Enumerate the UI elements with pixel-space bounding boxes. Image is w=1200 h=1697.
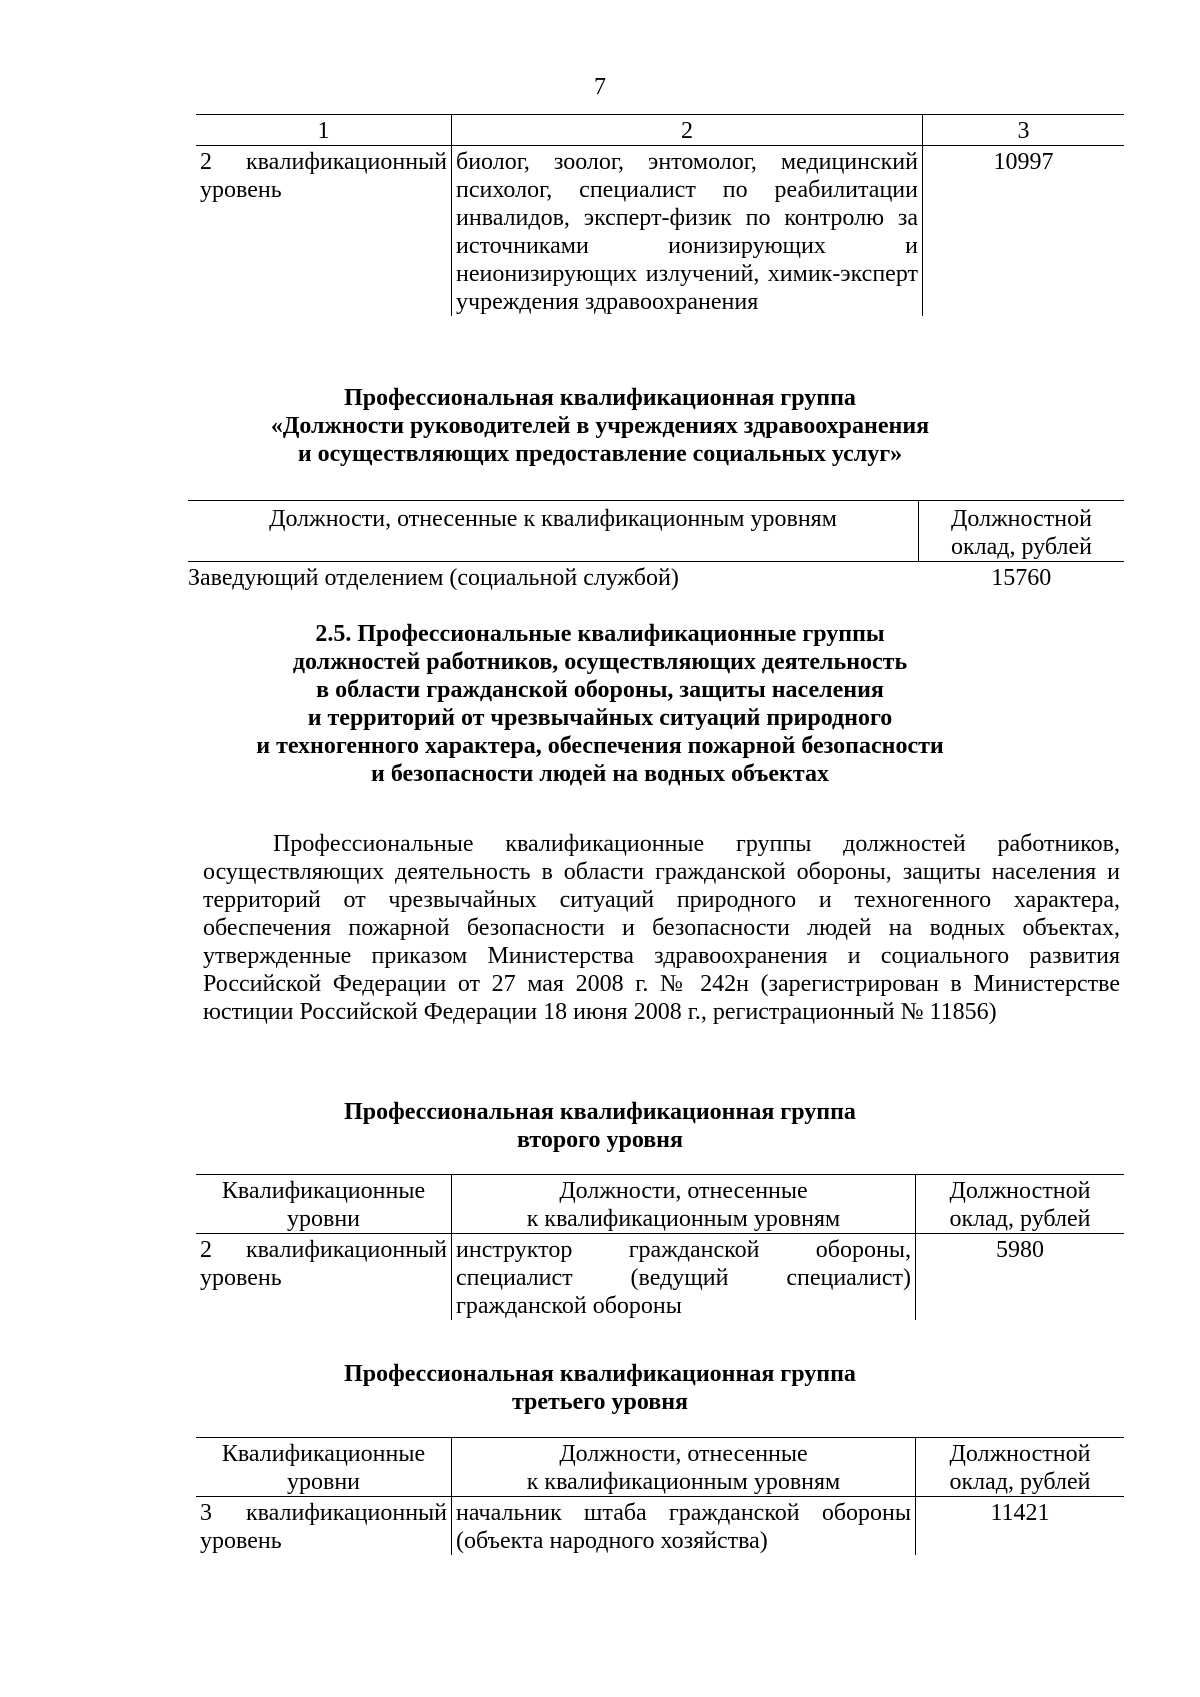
intro-paragraph xyxy=(203,830,1120,1026)
positions-cell: начальник штаба гражданской обороны (объекта народного хозяйства) xyxy=(452,1497,916,1556)
table-row xyxy=(188,562,1124,593)
level-cell: 3 квалификационный уровень xyxy=(196,1497,452,1556)
section-2-5-heading xyxy=(0,620,1200,788)
table-row xyxy=(196,1497,1124,1556)
col-levels-header xyxy=(196,1438,452,1497)
col-positions-header-line2: к квалификационным уровням xyxy=(526,1469,841,1495)
salary-cell: 5980 xyxy=(996,1237,1044,1263)
col-positions-header: Должности, отнесенные к квалификационным уровням xyxy=(188,501,919,562)
intro-paragraph-text: Профессиональные квалификационные группы должностей работников, осуществляющих деятельность в области гражданской обороны, защиты населения и территорий от чрезвычайных ситуаций природного и техногенного характера, обеспечения пожарной безопасности и безопасности людей на водных объектах, утвержденные приказом Министерства здравоохранения и социального развития Российской Федерации от 27 мая 2008 г. № 242н (зарегистрирован в Министерстве юстиции Российской Федерации 18 июня 2008 г., регистрационный № 11856) xyxy=(203,831,1120,1025)
page-number: 7 xyxy=(594,74,606,100)
col-header-1: 1 xyxy=(196,115,452,146)
col-salary-header-line2: оклад, рублей xyxy=(949,1206,1091,1232)
group1-heading xyxy=(0,384,1200,468)
group1-table xyxy=(188,500,1124,592)
col-salary-header-line1: Должностной xyxy=(951,506,1092,532)
col-salary-header-line1: Должностной xyxy=(949,1178,1091,1204)
group2-heading-line1: Профессиональная квалификационная группа xyxy=(344,1099,856,1125)
group1-heading-line2: «Должности руководителей в учреждениях здравоохранения xyxy=(270,413,930,439)
section-heading-line1: 2.5. Профессиональные квалификационные группы xyxy=(315,621,885,647)
col-positions-header-line1: Должности, отнесенные xyxy=(559,1178,808,1204)
section-heading-line6: и безопасности людей на водных объектах xyxy=(371,761,829,787)
col-levels-header-line2: уровни xyxy=(286,1469,361,1495)
group2-heading xyxy=(0,1098,1200,1154)
group1-heading-line1: Профессиональная квалификационная группа xyxy=(344,385,856,411)
section-heading-line4: и территорий от чрезвычайных ситуаций природного xyxy=(307,705,893,731)
col-levels-header-line2: уровни xyxy=(286,1206,361,1232)
continued-table xyxy=(196,114,1124,316)
group3-heading-line2: третьего уровня xyxy=(511,1389,689,1415)
col-salary-header-line2: оклад, рублей xyxy=(949,1469,1091,1495)
col-positions-header xyxy=(452,1175,916,1234)
col-salary-header xyxy=(916,1438,1125,1497)
section-heading-line3: в области гражданской обороны, защиты населения xyxy=(316,677,884,703)
col-salary-header xyxy=(919,501,1125,562)
col-salary-header-line2: оклад, рублей xyxy=(951,534,1092,560)
group3-heading xyxy=(0,1360,1200,1416)
positions-cell: инструктор гражданской обороны, специалист (ведущий специалист) гражданской обороны xyxy=(452,1234,916,1321)
table-row xyxy=(196,1234,1124,1321)
col-positions-header-line2: к квалификационным уровням xyxy=(526,1206,841,1232)
salary-cell: 15760 xyxy=(991,565,1052,591)
section-heading-line5: и техногенного характера, обеспечения пожарной безопасности xyxy=(256,733,944,759)
table-row xyxy=(196,146,1124,317)
level-cell: 2 квалификационный уровень xyxy=(196,146,452,317)
col-positions-header xyxy=(452,1438,916,1497)
col-positions-header-line1: Должности, отнесенные xyxy=(559,1441,808,1467)
positions-cell: биолог, зоолог, энтомолог, медицинский психолог, специалист по реабилитации инвалидов, эксперт-физик по контролю за источниками ионизирующих и неионизирующих излучений, химик-эксперт учреждения здравоохранения xyxy=(452,146,923,317)
group3-heading-line1: Профессиональная квалификационная группа xyxy=(344,1361,856,1387)
group2-table xyxy=(196,1174,1124,1320)
position-cell: Заведующий отделением (социальной службой) xyxy=(188,565,679,591)
col-salary-header xyxy=(916,1175,1125,1234)
col-header-2: 2 xyxy=(452,115,923,146)
col-levels-header-line1: Квалификационные xyxy=(221,1178,426,1204)
salary-cell: 11421 xyxy=(990,1500,1050,1526)
level-cell: 2 квалификационный уровень xyxy=(196,1234,452,1321)
col-levels-header-line1: Квалификационные xyxy=(221,1441,426,1467)
section-heading-line2: должностей работников, осуществляющих деятельность xyxy=(292,649,908,675)
group3-table xyxy=(196,1437,1124,1555)
group1-heading-line3: и осуществляющих предоставление социальных услуг» xyxy=(297,441,903,467)
salary-cell: 10997 xyxy=(993,149,1054,175)
group2-heading-line2: второго уровня xyxy=(516,1127,683,1153)
col-levels-header xyxy=(196,1175,452,1234)
col-salary-header-line1: Должностной xyxy=(949,1441,1091,1467)
col-header-3: 3 xyxy=(923,115,1125,146)
